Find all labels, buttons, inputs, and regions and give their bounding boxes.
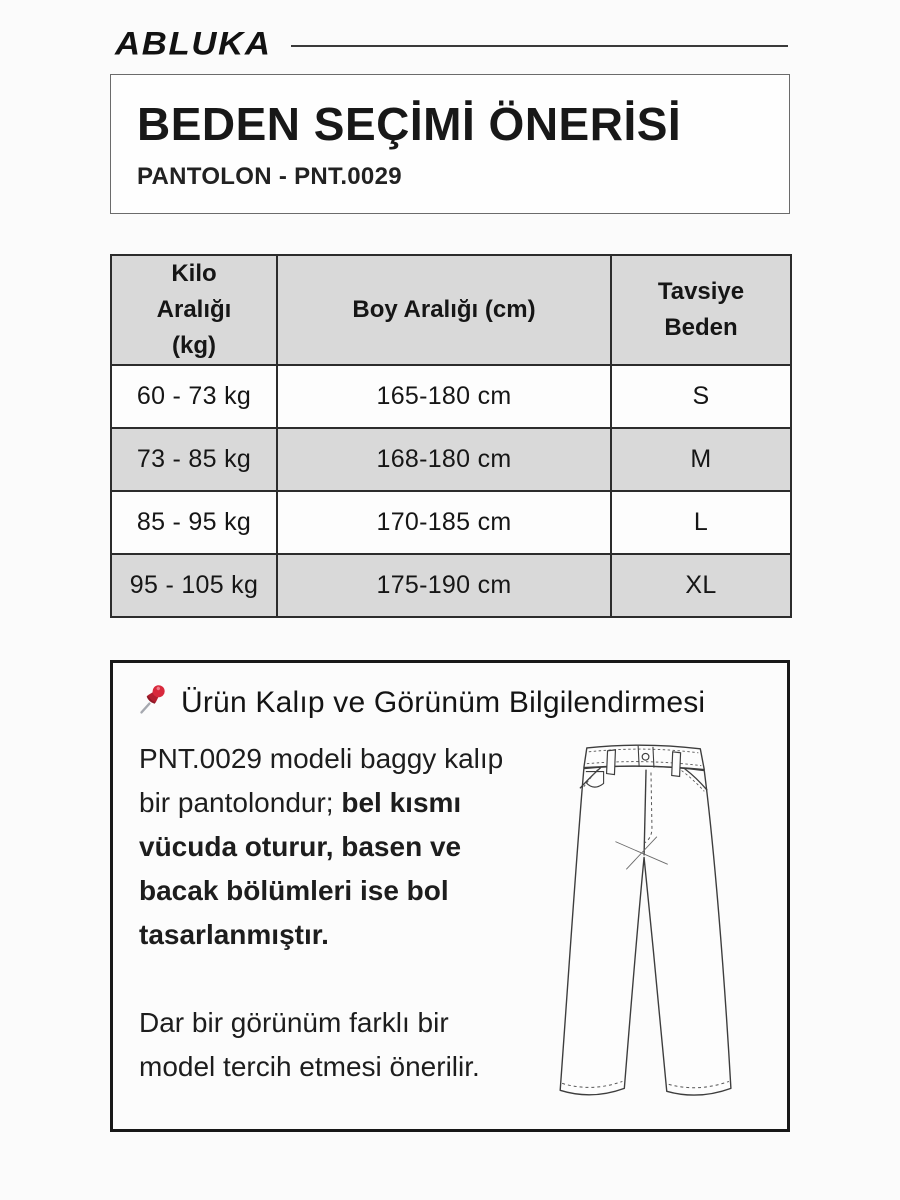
cell-beden: XL <box>611 554 791 617</box>
page-title: BEDEN SEÇİMİ ÖNERİSİ <box>137 98 682 150</box>
table-row <box>111 365 791 428</box>
cell-boy: 168-180 cm <box>277 428 611 491</box>
title-box <box>110 74 790 214</box>
table-row <box>111 554 791 617</box>
brand-logo: ABLUKA <box>115 25 272 62</box>
cell-boy: 170-185 cm <box>277 491 611 554</box>
col-header-kilo: Kilo Aralığı (kg) <box>111 255 277 365</box>
col-header-beden: Tavsiye Beden <box>611 255 791 365</box>
red-pushpin-icon <box>137 683 169 725</box>
fit-paragraph-2: Dar bir görünüm farklı bir model tercih etmesi önerilir. <box>139 1006 480 1082</box>
cell-beden: L <box>611 491 791 554</box>
cell-kilo: 60 - 73 kg <box>111 365 277 428</box>
table-row <box>111 491 791 554</box>
cell-kilo: 95 - 105 kg <box>111 554 277 617</box>
brand-header <box>0 0 900 62</box>
cell-kilo: 73 - 85 kg <box>111 428 277 491</box>
page-subtitle: PANTOLON - PNT.0029 <box>137 162 402 190</box>
pants-illustration <box>531 737 767 1114</box>
fit-paragraph-1-bold: bel kısmı vücuda oturur, basen ve bacak bölümleri ise bol tasarlanmıştır. <box>139 786 469 950</box>
brand-rule-line <box>291 45 788 47</box>
size-table-header-row <box>111 255 791 365</box>
table-row <box>111 428 791 491</box>
cell-beden: S <box>611 365 791 428</box>
size-table <box>110 254 792 618</box>
cell-boy: 165-180 cm <box>277 365 611 428</box>
fit-info-box <box>110 660 790 1132</box>
info-heading-label: Ürün Kalıp ve Görünüm Bilgilendirmesi <box>181 685 706 719</box>
info-heading <box>135 681 767 725</box>
fit-paragraph-1-regular: PNT.0029 modeli baggy kalıp bir pantolondur; <box>139 742 504 818</box>
cell-boy: 175-190 cm <box>277 554 611 617</box>
fit-paragraph-1 <box>139 737 531 957</box>
fit-description-text <box>135 737 531 1114</box>
col-header-boy: Boy Aralığı (cm) <box>277 255 611 365</box>
info-body <box>135 737 767 1114</box>
cell-beden: M <box>611 428 791 491</box>
cell-kilo: 85 - 95 kg <box>111 491 277 554</box>
